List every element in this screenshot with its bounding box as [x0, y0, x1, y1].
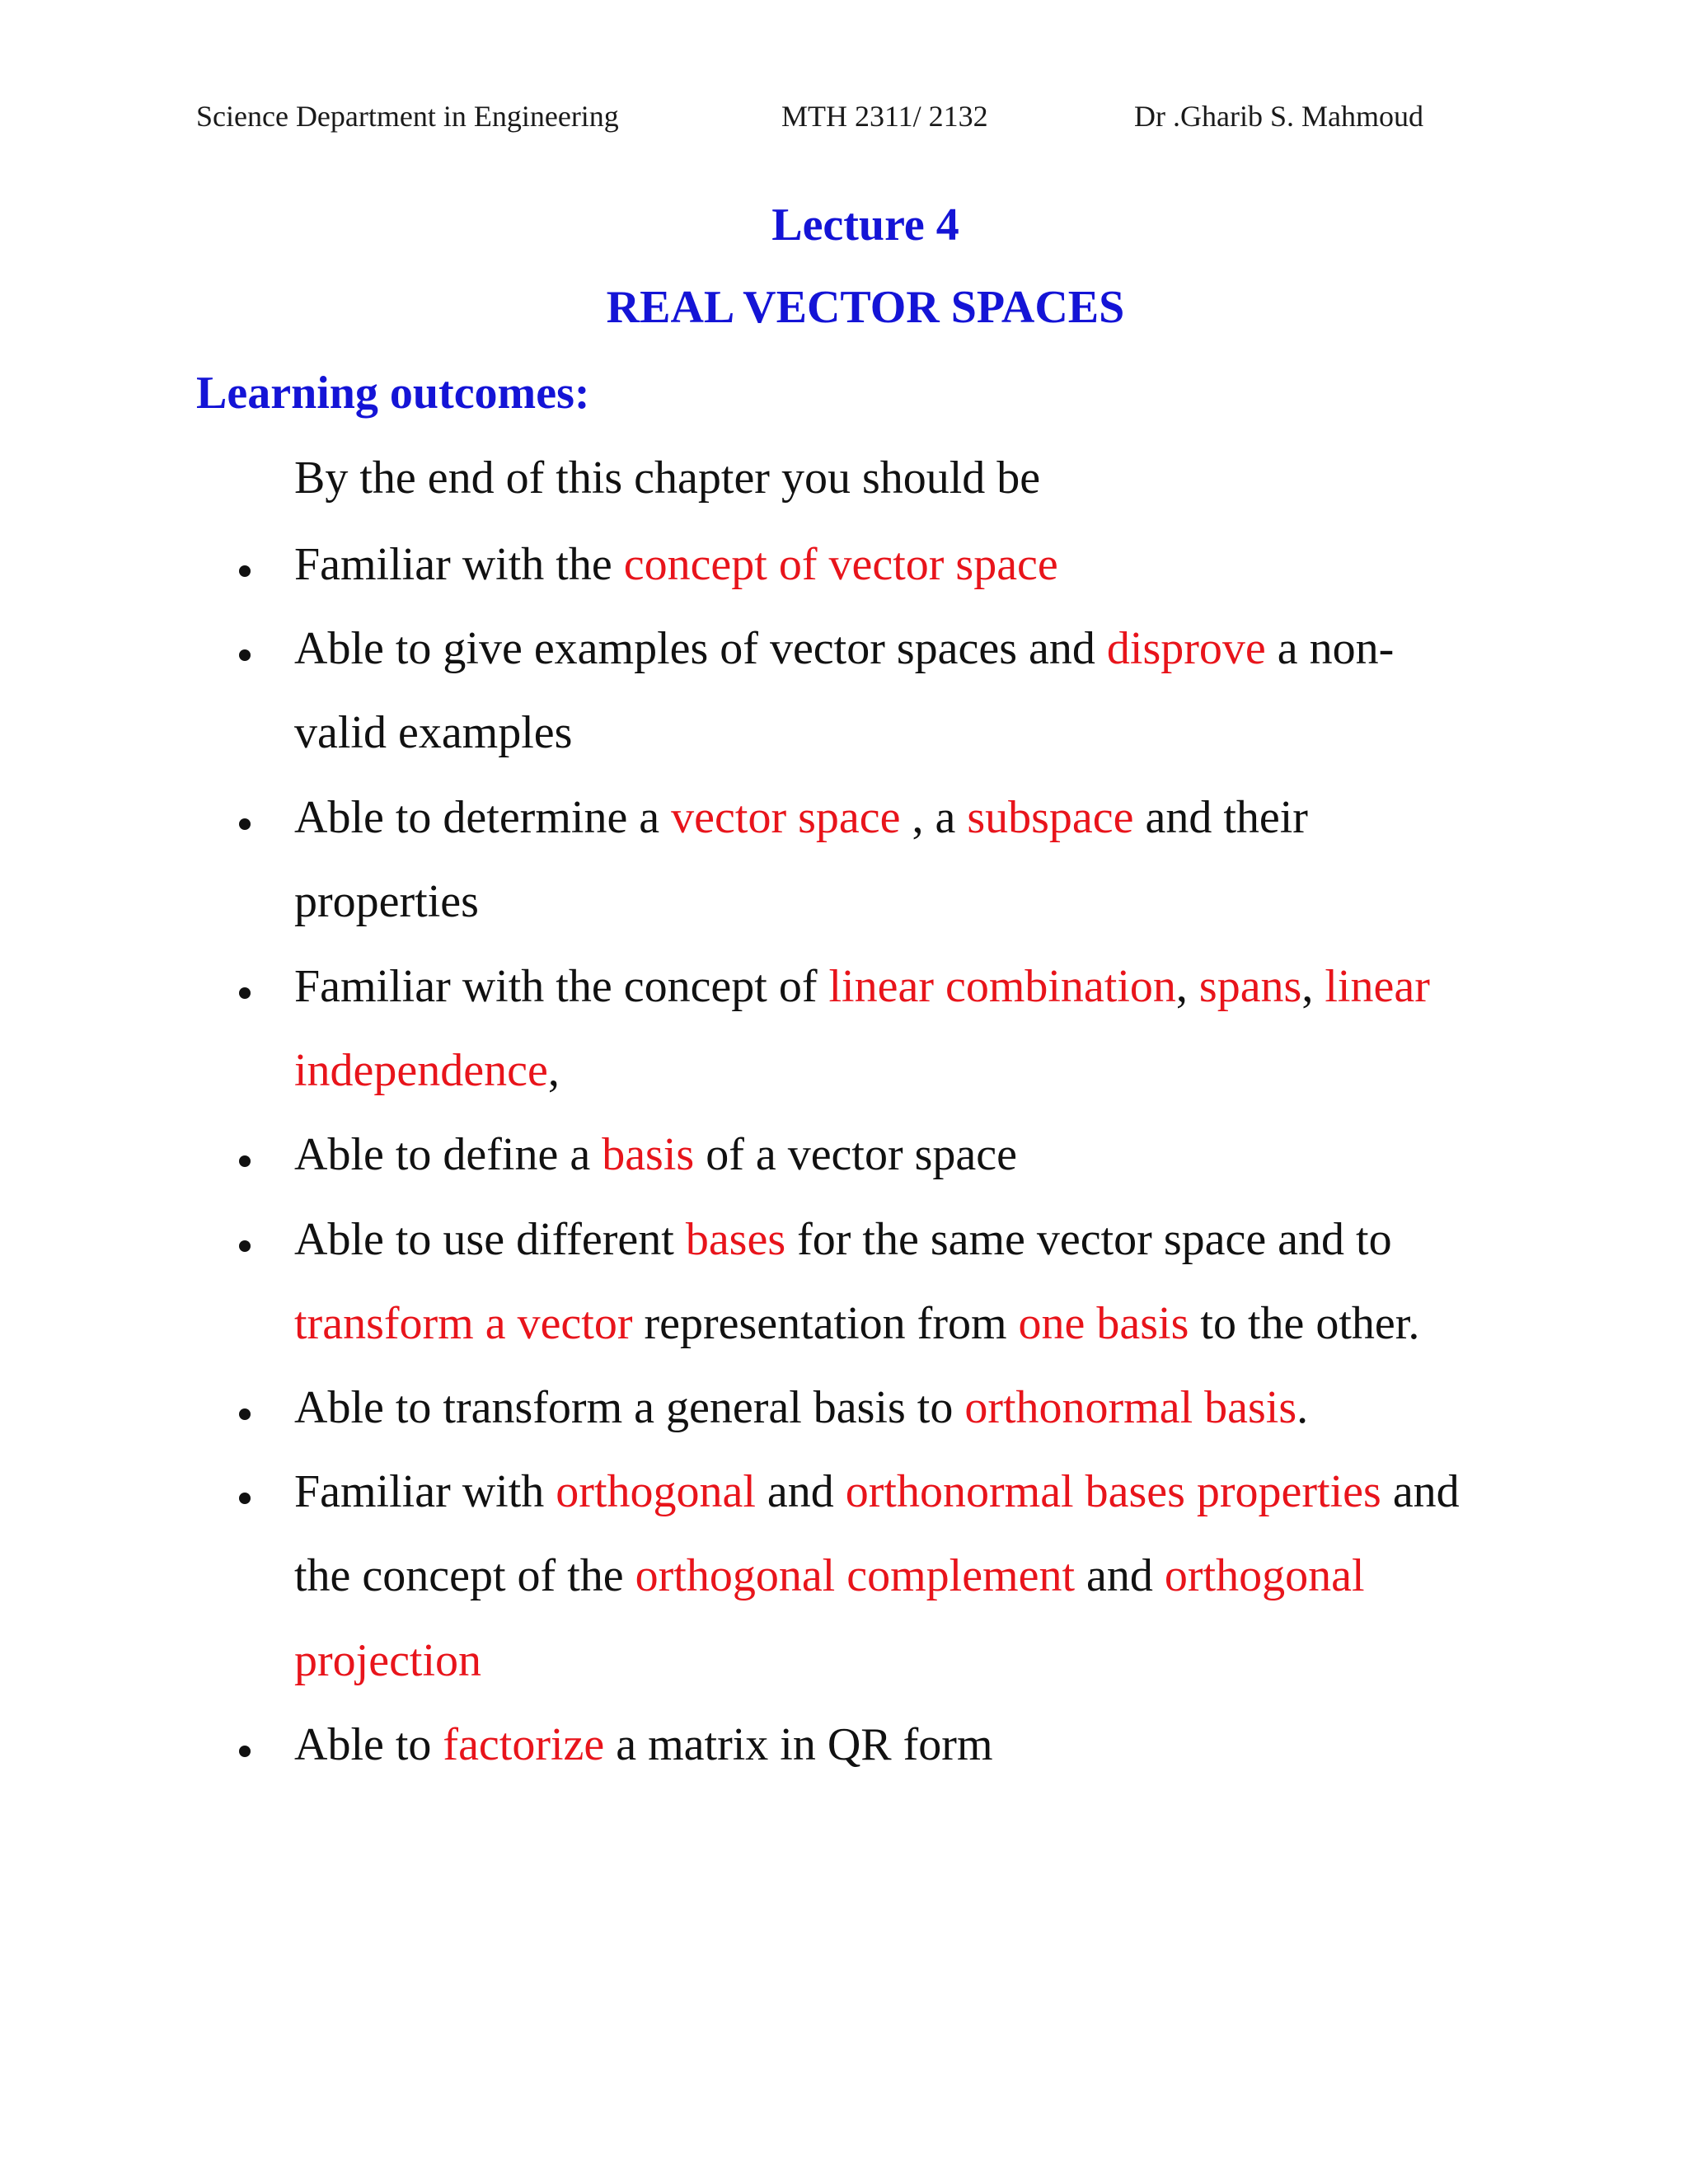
highlighted-term: orthogonal [1164, 1550, 1365, 1601]
outcome-text: Able to give examples of vector spaces and [294, 623, 1107, 674]
outcome-line [294, 620, 1394, 677]
bullet-icon [239, 1746, 251, 1757]
highlighted-term: bases [685, 1214, 786, 1265]
outcome-line [294, 1211, 1392, 1268]
highlighted-term: orthonormal basis [964, 1382, 1297, 1433]
header-department: Science Department in Engineering [196, 100, 619, 133]
outcome-text: representation from [632, 1298, 1019, 1349]
outcome-text: , [1301, 961, 1325, 1012]
header-instructor: Dr .Gharib S. Mahmoud [1134, 100, 1423, 133]
outcome-line [294, 704, 572, 762]
outcome-text: Familiar with the [294, 539, 624, 590]
outcome-text: properties [294, 876, 479, 927]
highlighted-term: orthogonal [556, 1466, 756, 1517]
learning-outcomes-heading: Learning outcomes: [196, 368, 590, 419]
highlighted-term: basis [602, 1129, 695, 1180]
highlighted-term: projection [294, 1635, 482, 1686]
outcome-line [294, 1126, 1017, 1183]
outcome-text: Able to [294, 1719, 443, 1770]
highlighted-term: vector space [671, 792, 901, 843]
outcome-text: Able to transform a general basis to [294, 1382, 965, 1433]
outcome-line [294, 1632, 481, 1690]
bullet-icon [239, 1493, 251, 1504]
bullet-icon [239, 565, 251, 577]
bullet-icon [239, 1240, 251, 1252]
outcome-text: and [1381, 1466, 1460, 1517]
outcome-text: a matrix in QR form [604, 1719, 993, 1770]
outcome-text: , a [900, 792, 968, 843]
outcome-line [294, 873, 479, 930]
outcome-line [294, 789, 1308, 846]
highlighted-term: transform a vector [294, 1298, 633, 1349]
outcome-line [294, 1042, 560, 1099]
highlighted-term: orthonormal bases properties [845, 1466, 1381, 1517]
outcome-text: Able to use different [294, 1214, 686, 1265]
outcome-text: and [1075, 1550, 1165, 1601]
outcome-line [294, 1295, 1419, 1352]
bullet-icon [239, 1155, 251, 1167]
highlighted-term: independence [294, 1045, 548, 1096]
bullet-icon [239, 1408, 251, 1420]
outcome-text: the concept of the [294, 1550, 635, 1601]
outcome-line [294, 1716, 993, 1774]
outcome-text: . [1296, 1382, 1309, 1433]
outcome-text: valid examples [294, 707, 573, 758]
bullet-icon [239, 987, 251, 999]
outcomes-intro: By the end of this chapter you should be [294, 452, 1041, 504]
outcome-line [294, 1547, 1365, 1605]
outcome-text: a non- [1265, 623, 1395, 674]
outcome-text: Familiar with the concept of [294, 961, 829, 1012]
highlighted-term: factorize [443, 1719, 605, 1770]
outcome-text: of a vector space [694, 1129, 1017, 1180]
header-course: MTH 2311/ 2132 [781, 100, 988, 133]
outcome-line [294, 1379, 1308, 1436]
highlighted-term: linear combination [828, 961, 1176, 1012]
outcome-text: Able to define a [294, 1129, 603, 1180]
subject-title: REAL VECTOR SPACES [606, 282, 1125, 333]
highlighted-term: linear [1325, 961, 1430, 1012]
outcome-text: for the same vector space and to [785, 1214, 1392, 1265]
highlighted-term: concept of vector space [623, 539, 1058, 590]
lecture-title: Lecture 4 [771, 199, 959, 251]
outcome-text: , [1175, 961, 1199, 1012]
outcome-text: and their [1133, 792, 1308, 843]
outcome-line [294, 958, 1430, 1015]
highlighted-term: spans [1198, 961, 1302, 1012]
outcome-text: , [547, 1045, 560, 1096]
highlighted-term: subspace [967, 792, 1134, 843]
outcome-text: Familiar with [294, 1466, 556, 1517]
highlighted-term: orthogonal complement [635, 1550, 1076, 1601]
outcome-text: Able to determine a [294, 792, 672, 843]
outcome-line [294, 1463, 1460, 1521]
bullet-icon [239, 818, 251, 830]
highlighted-term: disprove [1106, 623, 1266, 674]
highlighted-term: one basis [1018, 1298, 1189, 1349]
outcome-text: to the other. [1189, 1298, 1420, 1349]
bullet-icon [239, 649, 251, 661]
outcome-line [294, 536, 1058, 593]
outcome-text: and [755, 1466, 846, 1517]
